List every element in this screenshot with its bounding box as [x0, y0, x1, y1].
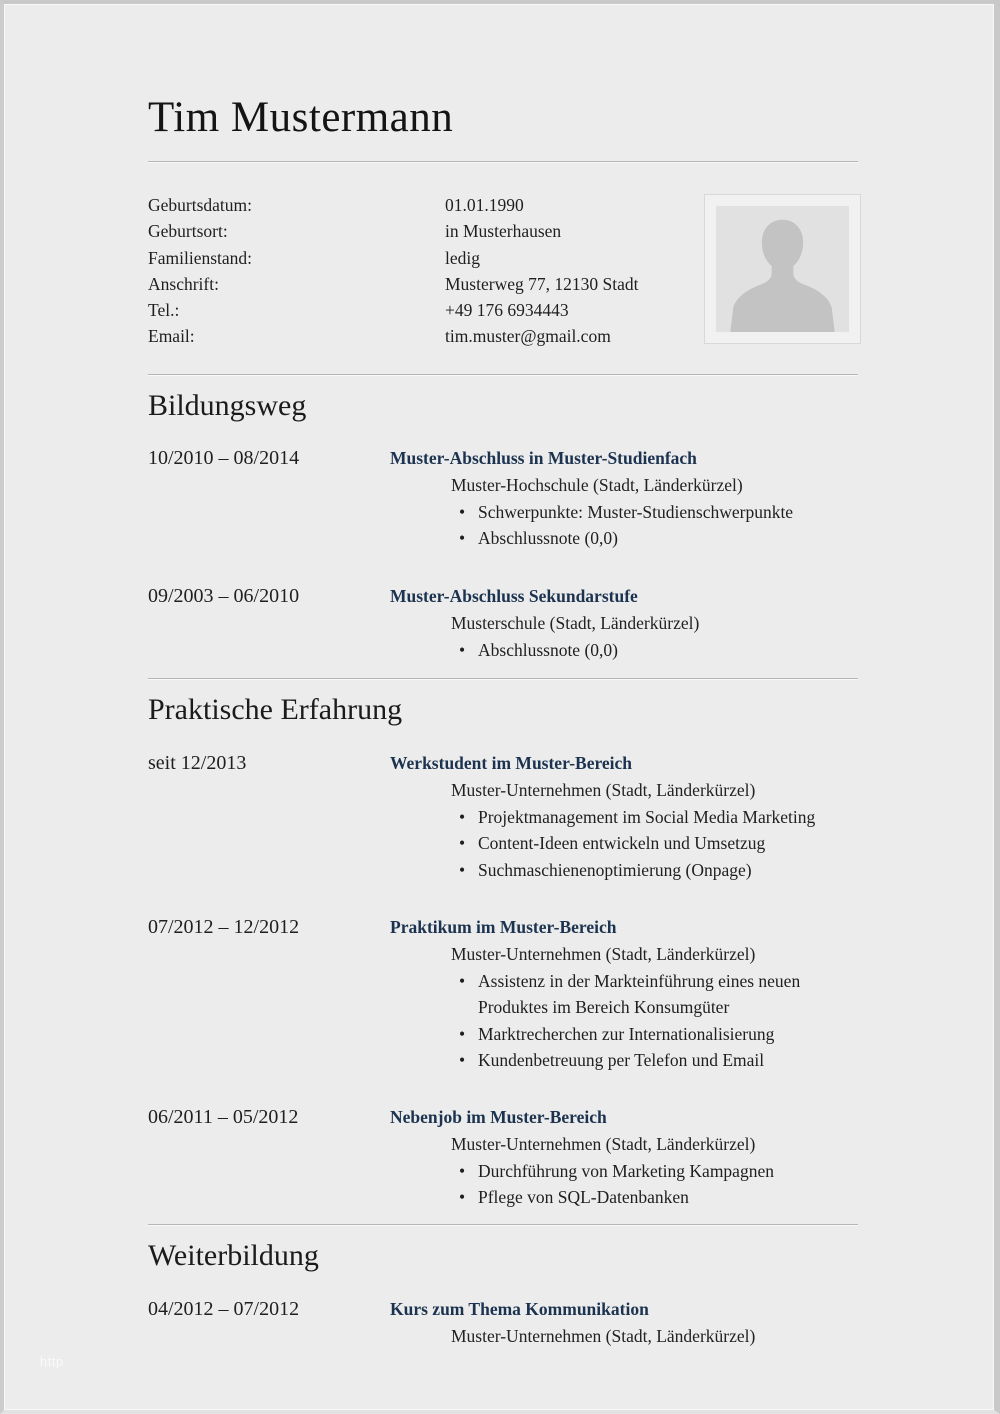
- bullet-item: • Schwerpunkte: Muster-Studienschwerpunkte: [390, 499, 862, 526]
- entry-subtitle: Muster-Unternehmen (Stadt, Länderkürzel): [451, 780, 756, 800]
- section-title-weiterbildung: Weiterbildung: [148, 1239, 319, 1272]
- watermark-text: http: [40, 1354, 64, 1369]
- bullet-item: • Suchmaschienenoptimierung (Onpage): [390, 857, 862, 884]
- entry-date: seit 12/2013: [148, 752, 247, 774]
- bullet-item: • Abschlussnote (0,0): [390, 525, 862, 552]
- education-entry: [148, 445, 862, 552]
- entry-date: 10/2010 – 08/2014: [148, 447, 300, 469]
- personal-label: Familienstand:: [148, 247, 253, 268]
- personal-info: [148, 192, 708, 350]
- section-title-bildungsweg: Bildungsweg: [148, 389, 307, 422]
- entry-body: [390, 1104, 862, 1211]
- entry-date: 07/2012 – 12/2012: [148, 916, 300, 938]
- entry-body: [390, 914, 862, 1074]
- photo-placeholder: [704, 194, 861, 344]
- entry-bullets: [390, 637, 862, 664]
- personal-value: Musterweg 77, 12130 Stadt: [445, 273, 639, 294]
- entry-date: 09/2003 – 06/2010: [148, 585, 300, 607]
- personal-label: Anschrift:: [148, 273, 219, 294]
- education-entry: [148, 583, 862, 663]
- entry-title: Muster-Abschluss in Muster-Studienfach: [390, 448, 697, 468]
- entry-body: [390, 1296, 862, 1350]
- entry-date: 06/2011 – 05/2012: [148, 1106, 299, 1128]
- personal-label: Geburtsdatum:: [148, 195, 253, 215]
- entry-subtitle: Muster-Unternehmen (Stadt, Länderkürzel): [451, 1134, 756, 1154]
- personal-value: 01.01.1990: [445, 195, 524, 215]
- bullet-item: • Content-Ideen entwickeln und Umsetzug: [390, 830, 862, 857]
- personal-value: tim.muster@gmail.com: [445, 326, 611, 347]
- bullet-item: • Kundenbetreuung per Telefon und Email: [390, 1047, 862, 1074]
- entry-title: Praktikum im Muster-Bereich: [390, 917, 617, 937]
- person-silhouette-icon: [716, 206, 849, 332]
- entry-title: Kurs zum Thema Kommunikation: [390, 1299, 649, 1319]
- entry-body: [390, 583, 862, 663]
- personal-label: Email:: [148, 326, 195, 347]
- entry-subtitle: Musterschule (Stadt, Länderkürzel): [451, 613, 700, 633]
- experience-entry: [148, 750, 862, 883]
- divider: [148, 374, 858, 376]
- experience-entry: [148, 914, 862, 1074]
- personal-label: Geburtsort:: [148, 221, 228, 242]
- entry-title: Muster-Abschluss Sekundarstufe: [390, 586, 638, 606]
- personal-label: Tel.:: [148, 300, 180, 321]
- training-entry: [148, 1296, 862, 1350]
- entry-date: 04/2012 – 07/2012: [148, 1298, 300, 1320]
- entry-bullets: [390, 499, 862, 552]
- bullet-item: • Durchführung von Marketing Kampagnen: [390, 1158, 862, 1185]
- divider: [148, 161, 858, 163]
- entry-body: [390, 445, 862, 552]
- experience-entry: [148, 1104, 862, 1211]
- entry-subtitle: Muster-Hochschule (Stadt, Länderkürzel): [451, 475, 743, 495]
- entry-bullets: [390, 1158, 862, 1211]
- entry-subtitle: Muster-Unternehmen (Stadt, Länderkürzel): [451, 944, 756, 964]
- personal-value: ledig: [445, 247, 480, 268]
- bullet-item: • Assistenz in der Markteinführung eines neuen Produktes im Bereich Konsumgüter: [390, 968, 862, 1021]
- entry-title: Werkstudent im Muster-Bereich: [390, 753, 633, 773]
- divider: [148, 1224, 858, 1226]
- entry-title: Nebenjob im Muster-Bereich: [390, 1107, 607, 1127]
- entry-bullets: [390, 968, 862, 1074]
- entry-bullets: [390, 804, 862, 884]
- personal-value: +49 176 6934443: [445, 300, 569, 321]
- bullet-item: • Projektmanagement im Social Media Marketing: [390, 804, 862, 831]
- page-title: Tim Mustermann: [148, 94, 454, 141]
- bullet-item: • Abschlussnote (0,0): [390, 637, 862, 664]
- section-title-praktische-erfahrung: Praktische Erfahrung: [148, 693, 403, 726]
- divider: [148, 678, 858, 680]
- bullet-item: • Marktrecherchen zur Internationalisierung: [390, 1021, 862, 1048]
- personal-value: in Musterhausen: [445, 221, 562, 242]
- entry-subtitle: Muster-Unternehmen (Stadt, Länderkürzel): [451, 1326, 756, 1346]
- entry-body: [390, 750, 862, 883]
- bullet-item: • Pflege von SQL-Datenbanken: [390, 1184, 862, 1211]
